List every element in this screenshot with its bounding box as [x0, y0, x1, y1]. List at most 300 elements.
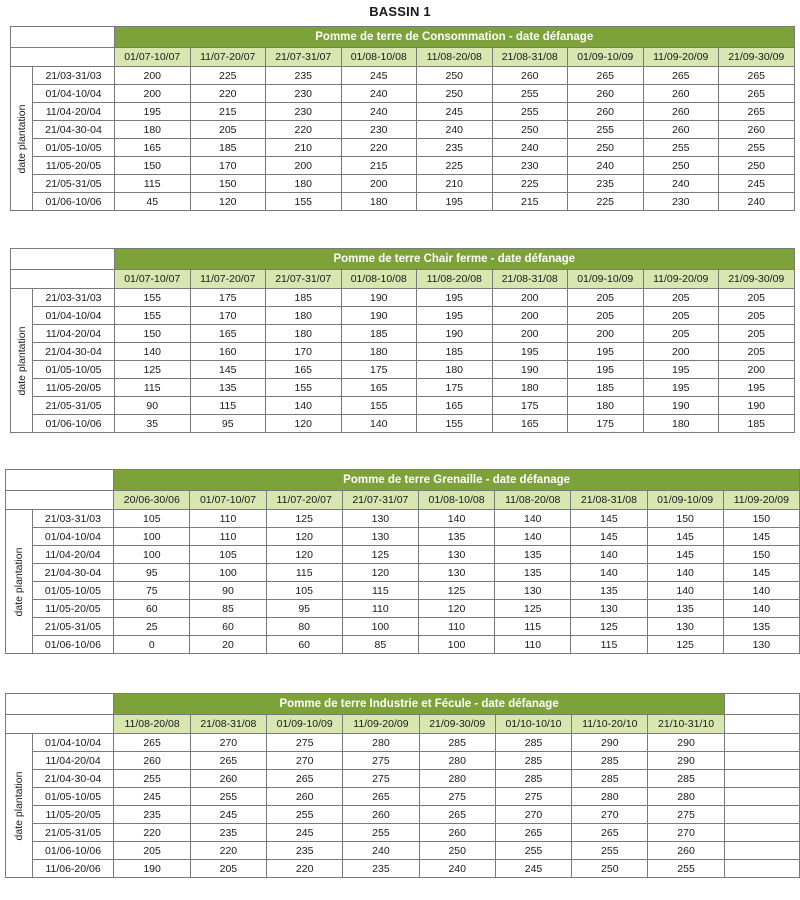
table-row	[6, 806, 800, 824]
table-cell: 110	[418, 618, 494, 636]
row-label: 11/05-20/05	[32, 600, 114, 618]
table-cell: 135	[495, 546, 571, 564]
row-label: 21/05-31/05	[32, 824, 114, 842]
data-table	[5, 693, 800, 878]
table-cell: 45	[115, 193, 191, 211]
column-header: 01/08-10/08	[418, 491, 494, 510]
table-cell: 120	[266, 546, 342, 564]
table-cell: 275	[267, 734, 343, 752]
table-cell-empty	[724, 770, 799, 788]
table-cell: 255	[568, 121, 644, 139]
row-label: 21/03-31/03	[33, 289, 115, 307]
table-cell: 115	[115, 379, 191, 397]
table-cell: 150	[723, 546, 799, 564]
table-cell: 20	[190, 636, 266, 654]
table-cell: 200	[719, 361, 795, 379]
row-label: 21/04-30-04	[33, 121, 115, 139]
table-title: Pomme de terre Industrie et Fécule - date défanage	[114, 694, 724, 715]
table-cell: 115	[342, 582, 418, 600]
table-cell: 235	[267, 842, 343, 860]
column-header: 21/07-31/07	[266, 270, 342, 289]
table-cell: 290	[572, 734, 648, 752]
table-grenaille	[5, 469, 800, 654]
table-row	[11, 289, 795, 307]
column-header: 01/10-10/10	[495, 715, 571, 734]
table-cell: 240	[341, 85, 417, 103]
table-cell: 60	[190, 618, 266, 636]
table-cell: 290	[648, 752, 724, 770]
row-label: 01/04-10/04	[32, 734, 114, 752]
column-header: 01/08-10/08	[341, 270, 417, 289]
table-cell: 260	[190, 770, 266, 788]
table-cell: 115	[571, 636, 647, 654]
table-title: Pomme de terre de Consommation - date défanage	[115, 27, 795, 48]
column-header: 21/08-31/08	[571, 491, 647, 510]
table-cell: 240	[492, 139, 568, 157]
table-cell: 230	[643, 193, 719, 211]
table-row	[6, 752, 800, 770]
table-cell: 150	[115, 325, 191, 343]
table-cell: 140	[115, 343, 191, 361]
row-label: 21/04-30-04	[32, 564, 114, 582]
row-label: 01/06-10/06	[33, 193, 115, 211]
column-header: 11/09-20/09	[643, 270, 719, 289]
table-cell: 145	[571, 528, 647, 546]
table-row	[6, 734, 800, 752]
table-chair-ferme	[10, 248, 795, 433]
table-cell: 205	[719, 325, 795, 343]
table-cell: 260	[643, 85, 719, 103]
table-cell: 215	[341, 157, 417, 175]
table-cell: 260	[267, 788, 343, 806]
table-cell: 195	[115, 103, 191, 121]
table-cell: 185	[266, 289, 342, 307]
table-cell: 250	[417, 85, 493, 103]
table-consommation	[10, 26, 795, 211]
table-row	[11, 343, 795, 361]
table-cell: 195	[643, 379, 719, 397]
table-cell: 220	[267, 860, 343, 878]
table-cell: 230	[341, 121, 417, 139]
table-title: Pomme de terre Grenaille - date défanage	[114, 470, 800, 491]
table-cell: 270	[572, 806, 648, 824]
table-title: Pomme de terre Chair ferme - date défanage	[115, 249, 795, 270]
row-label: 21/05-31/05	[33, 397, 115, 415]
table-cell: 200	[266, 157, 342, 175]
table-cell: 100	[190, 564, 266, 582]
table-cell: 245	[495, 860, 571, 878]
table-cell: 195	[417, 193, 493, 211]
table-cell: 205	[190, 860, 266, 878]
table-cell: 125	[115, 361, 191, 379]
row-label: 21/05-31/05	[33, 175, 115, 193]
table-cell: 90	[190, 582, 266, 600]
table-row	[11, 103, 795, 121]
table-cell: 110	[190, 528, 266, 546]
table-cell: 205	[114, 842, 190, 860]
row-label: 01/04-10/04	[33, 85, 115, 103]
table-cell: 0	[114, 636, 190, 654]
table-cell: 170	[190, 157, 266, 175]
table-cell: 280	[419, 752, 495, 770]
table-cell: 145	[190, 361, 266, 379]
table-cell: 245	[114, 788, 190, 806]
table-cell: 125	[495, 600, 571, 618]
table-cell: 210	[417, 175, 493, 193]
table-cell: 180	[266, 325, 342, 343]
table-cell: 185	[568, 379, 644, 397]
table-cell: 270	[495, 806, 571, 824]
table-cell: 120	[266, 415, 342, 433]
table-cell: 220	[266, 121, 342, 139]
table-cell: 200	[115, 67, 191, 85]
row-label: 11/04-20/04	[32, 752, 114, 770]
table-cell: 195	[568, 361, 644, 379]
table-cell: 285	[572, 770, 648, 788]
table-cell: 180	[492, 379, 568, 397]
table-cell: 25	[114, 618, 190, 636]
table-cell: 235	[266, 67, 342, 85]
table-cell: 190	[114, 860, 190, 878]
table-cell: 265	[343, 788, 419, 806]
table-cell: 175	[341, 361, 417, 379]
table-cell: 160	[190, 343, 266, 361]
table-cell: 155	[341, 397, 417, 415]
table-cell: 140	[723, 600, 799, 618]
column-header: 11/08-20/08	[114, 715, 190, 734]
table-cell: 115	[115, 175, 191, 193]
table-cell: 195	[417, 289, 493, 307]
table-cell: 85	[342, 636, 418, 654]
table-cell: 280	[648, 788, 724, 806]
table-row	[11, 67, 795, 85]
table-cell: 170	[190, 307, 266, 325]
table-cell: 260	[568, 103, 644, 121]
table-cell: 130	[342, 528, 418, 546]
table-cell: 185	[719, 415, 795, 433]
table-cell: 265	[719, 67, 795, 85]
column-header: 11/09-20/09	[723, 491, 799, 510]
table-cell: 95	[266, 600, 342, 618]
table-cell: 120	[342, 564, 418, 582]
table-cell: 260	[648, 842, 724, 860]
page-title: BASSIN 1	[369, 4, 431, 19]
table-cell: 165	[190, 325, 266, 343]
table-cell: 135	[571, 582, 647, 600]
column-header: 21/07-31/07	[342, 491, 418, 510]
table-cell-empty	[724, 734, 799, 752]
table-cell: 190	[341, 307, 417, 325]
row-label: 21/03-31/03	[33, 67, 115, 85]
table-cell: 180	[266, 175, 342, 193]
column-header: 01/09-10/09	[647, 491, 723, 510]
table-row	[6, 564, 800, 582]
table-cell: 260	[643, 121, 719, 139]
table-cell: 210	[266, 139, 342, 157]
table-cell: 125	[647, 636, 723, 654]
table-cell: 265	[190, 752, 266, 770]
table-cell: 270	[190, 734, 266, 752]
table-cell: 265	[719, 103, 795, 121]
table-cell: 155	[417, 415, 493, 433]
table-cell: 145	[647, 546, 723, 564]
column-header: 21/09-30/09	[419, 715, 495, 734]
row-label: 01/04-10/04	[33, 307, 115, 325]
row-label: 11/04-20/04	[33, 325, 115, 343]
table-cell: 185	[190, 139, 266, 157]
table-cell: 250	[643, 157, 719, 175]
table-cell: 95	[190, 415, 266, 433]
table-row	[6, 618, 800, 636]
table-cell: 120	[190, 193, 266, 211]
table-cell: 265	[643, 67, 719, 85]
table-cell: 260	[492, 67, 568, 85]
table-cell: 115	[266, 564, 342, 582]
row-label: 01/05-10/05	[33, 139, 115, 157]
row-label: 01/04-10/04	[32, 528, 114, 546]
table-cell: 145	[723, 564, 799, 582]
axis-label-text: date plantation	[12, 547, 25, 616]
table-row	[11, 325, 795, 343]
data-table	[10, 248, 795, 433]
column-header: 11/09-20/09	[643, 48, 719, 67]
table-cell: 205	[643, 289, 719, 307]
table-cell: 130	[495, 582, 571, 600]
table-cell: 140	[647, 564, 723, 582]
table-cell: 155	[266, 193, 342, 211]
row-label: 01/06-10/06	[33, 415, 115, 433]
table-cell: 170	[266, 343, 342, 361]
table-cell: 195	[417, 307, 493, 325]
table-cell: 140	[266, 397, 342, 415]
corner-blank	[6, 491, 114, 510]
row-label: 11/05-20/05	[33, 157, 115, 175]
table-cell: 250	[492, 121, 568, 139]
table-cell: 245	[190, 806, 266, 824]
table-cell: 205	[568, 307, 644, 325]
table-cell: 130	[571, 600, 647, 618]
table-cell: 115	[495, 618, 571, 636]
table-cell: 200	[492, 325, 568, 343]
table-cell: 130	[723, 636, 799, 654]
table-cell: 235	[343, 860, 419, 878]
table-row	[11, 379, 795, 397]
table-row	[6, 842, 800, 860]
table-cell: 185	[341, 325, 417, 343]
column-header: 21/09-30/09	[719, 270, 795, 289]
table-cell: 125	[571, 618, 647, 636]
table-cell: 195	[643, 361, 719, 379]
row-label: 21/04-30-04	[33, 343, 115, 361]
table-row	[6, 546, 800, 564]
column-header: 11/08-20/08	[417, 48, 493, 67]
table-cell: 130	[418, 564, 494, 582]
table-cell: 150	[115, 157, 191, 175]
table-cell: 105	[266, 582, 342, 600]
table-cell: 285	[495, 734, 571, 752]
table-cell: 155	[115, 307, 191, 325]
table-cell: 240	[417, 121, 493, 139]
table-cell: 240	[719, 193, 795, 211]
table-cell: 235	[417, 139, 493, 157]
table-cell: 255	[643, 139, 719, 157]
table-cell: 120	[418, 600, 494, 618]
table-cell: 240	[341, 103, 417, 121]
table-cell: 190	[341, 289, 417, 307]
table-cell: 280	[419, 770, 495, 788]
table-cell: 100	[114, 546, 190, 564]
table-cell: 35	[115, 415, 191, 433]
table-cell: 220	[341, 139, 417, 157]
table-cell: 255	[114, 770, 190, 788]
data-table	[10, 26, 795, 211]
column-header: 11/10-20/10	[572, 715, 648, 734]
table-cell: 80	[266, 618, 342, 636]
table-cell: 235	[190, 824, 266, 842]
table-cell: 225	[492, 175, 568, 193]
table-cell: 250	[568, 139, 644, 157]
table-cell: 185	[417, 343, 493, 361]
table-cell: 200	[341, 175, 417, 193]
table-cell: 145	[723, 528, 799, 546]
table-cell: 250	[419, 842, 495, 860]
table-cell: 260	[643, 103, 719, 121]
table-cell: 215	[190, 103, 266, 121]
table-cell: 195	[492, 343, 568, 361]
table-cell: 115	[190, 397, 266, 415]
table-cell: 85	[190, 600, 266, 618]
column-header: 11/07-20/07	[190, 48, 266, 67]
table-cell: 180	[341, 343, 417, 361]
table-row	[6, 770, 800, 788]
table-row	[11, 307, 795, 325]
table-cell: 265	[719, 85, 795, 103]
table-cell: 250	[417, 67, 493, 85]
table-cell: 240	[419, 860, 495, 878]
table-cell: 200	[643, 343, 719, 361]
table-cell: 190	[719, 397, 795, 415]
row-label: 11/05-20/05	[33, 379, 115, 397]
table-cell: 205	[719, 343, 795, 361]
corner-blank	[6, 715, 114, 734]
table-cell: 145	[647, 528, 723, 546]
table-cell: 255	[492, 103, 568, 121]
table-cell: 260	[343, 806, 419, 824]
table-cell: 225	[417, 157, 493, 175]
table-cell: 100	[342, 618, 418, 636]
table-cell: 220	[190, 842, 266, 860]
row-label: 11/04-20/04	[32, 546, 114, 564]
table-cell: 135	[418, 528, 494, 546]
axis-label-text: date plantation	[12, 771, 25, 840]
axis-label-text: date plantation	[15, 104, 28, 173]
table-row	[6, 788, 800, 806]
table-cell: 275	[343, 770, 419, 788]
table-row	[6, 528, 800, 546]
table-cell: 235	[114, 806, 190, 824]
table-cell: 230	[492, 157, 568, 175]
table-cell: 135	[647, 600, 723, 618]
table-row	[11, 361, 795, 379]
table-cell: 150	[190, 175, 266, 193]
corner-blank	[724, 694, 799, 715]
table-cell: 250	[572, 860, 648, 878]
table-row	[11, 175, 795, 193]
table-cell: 165	[115, 139, 191, 157]
table-cell: 205	[719, 289, 795, 307]
table-cell: 165	[492, 415, 568, 433]
table-cell: 180	[115, 121, 191, 139]
row-label: 01/06-10/06	[32, 636, 114, 654]
table-cell: 140	[418, 510, 494, 528]
table-row	[6, 582, 800, 600]
table-cell: 255	[495, 842, 571, 860]
table-cell: 140	[495, 528, 571, 546]
table-cell: 130	[418, 546, 494, 564]
column-header: 11/07-20/07	[190, 270, 266, 289]
table-cell: 270	[648, 824, 724, 842]
row-label: 01/05-10/05	[32, 582, 114, 600]
table-cell: 275	[648, 806, 724, 824]
table-cell: 285	[572, 752, 648, 770]
column-header: 01/07-10/07	[115, 48, 191, 67]
table-cell: 220	[190, 85, 266, 103]
corner-blank	[11, 270, 115, 289]
axis-label	[6, 734, 33, 878]
table-cell: 240	[343, 842, 419, 860]
row-label: 21/04-30-04	[32, 770, 114, 788]
table-cell: 130	[647, 618, 723, 636]
axis-label	[11, 67, 33, 211]
corner-blank	[724, 715, 799, 734]
table-cell: 255	[343, 824, 419, 842]
table-cell: 255	[190, 788, 266, 806]
table-cell: 60	[266, 636, 342, 654]
table-cell: 150	[723, 510, 799, 528]
table-cell: 145	[571, 510, 647, 528]
table-cell: 140	[647, 582, 723, 600]
table-cell: 265	[568, 67, 644, 85]
table-cell: 275	[343, 752, 419, 770]
table-cell: 140	[341, 415, 417, 433]
table-cell: 260	[568, 85, 644, 103]
column-header: 01/09-10/09	[568, 48, 644, 67]
table-row	[6, 600, 800, 618]
table-cell: 175	[417, 379, 493, 397]
table-cell: 90	[115, 397, 191, 415]
table-cell: 260	[719, 121, 795, 139]
column-header: 01/09-10/09	[267, 715, 343, 734]
row-label: 01/05-10/05	[32, 788, 114, 806]
table-cell: 260	[419, 824, 495, 842]
table-cell: 190	[643, 397, 719, 415]
column-header: 21/10-31/10	[648, 715, 724, 734]
table-cell: 180	[341, 193, 417, 211]
table-cell: 205	[190, 121, 266, 139]
table-cell: 125	[266, 510, 342, 528]
table-cell: 235	[568, 175, 644, 193]
data-table	[5, 469, 800, 654]
table-row	[11, 139, 795, 157]
table-cell-empty	[724, 842, 799, 860]
table-cell: 190	[417, 325, 493, 343]
column-header: 01/07-10/07	[115, 270, 191, 289]
table-cell: 200	[568, 325, 644, 343]
row-label: 21/05-31/05	[32, 618, 114, 636]
column-header: 21/08-31/08	[190, 715, 266, 734]
table-cell: 155	[115, 289, 191, 307]
table-cell: 105	[190, 546, 266, 564]
